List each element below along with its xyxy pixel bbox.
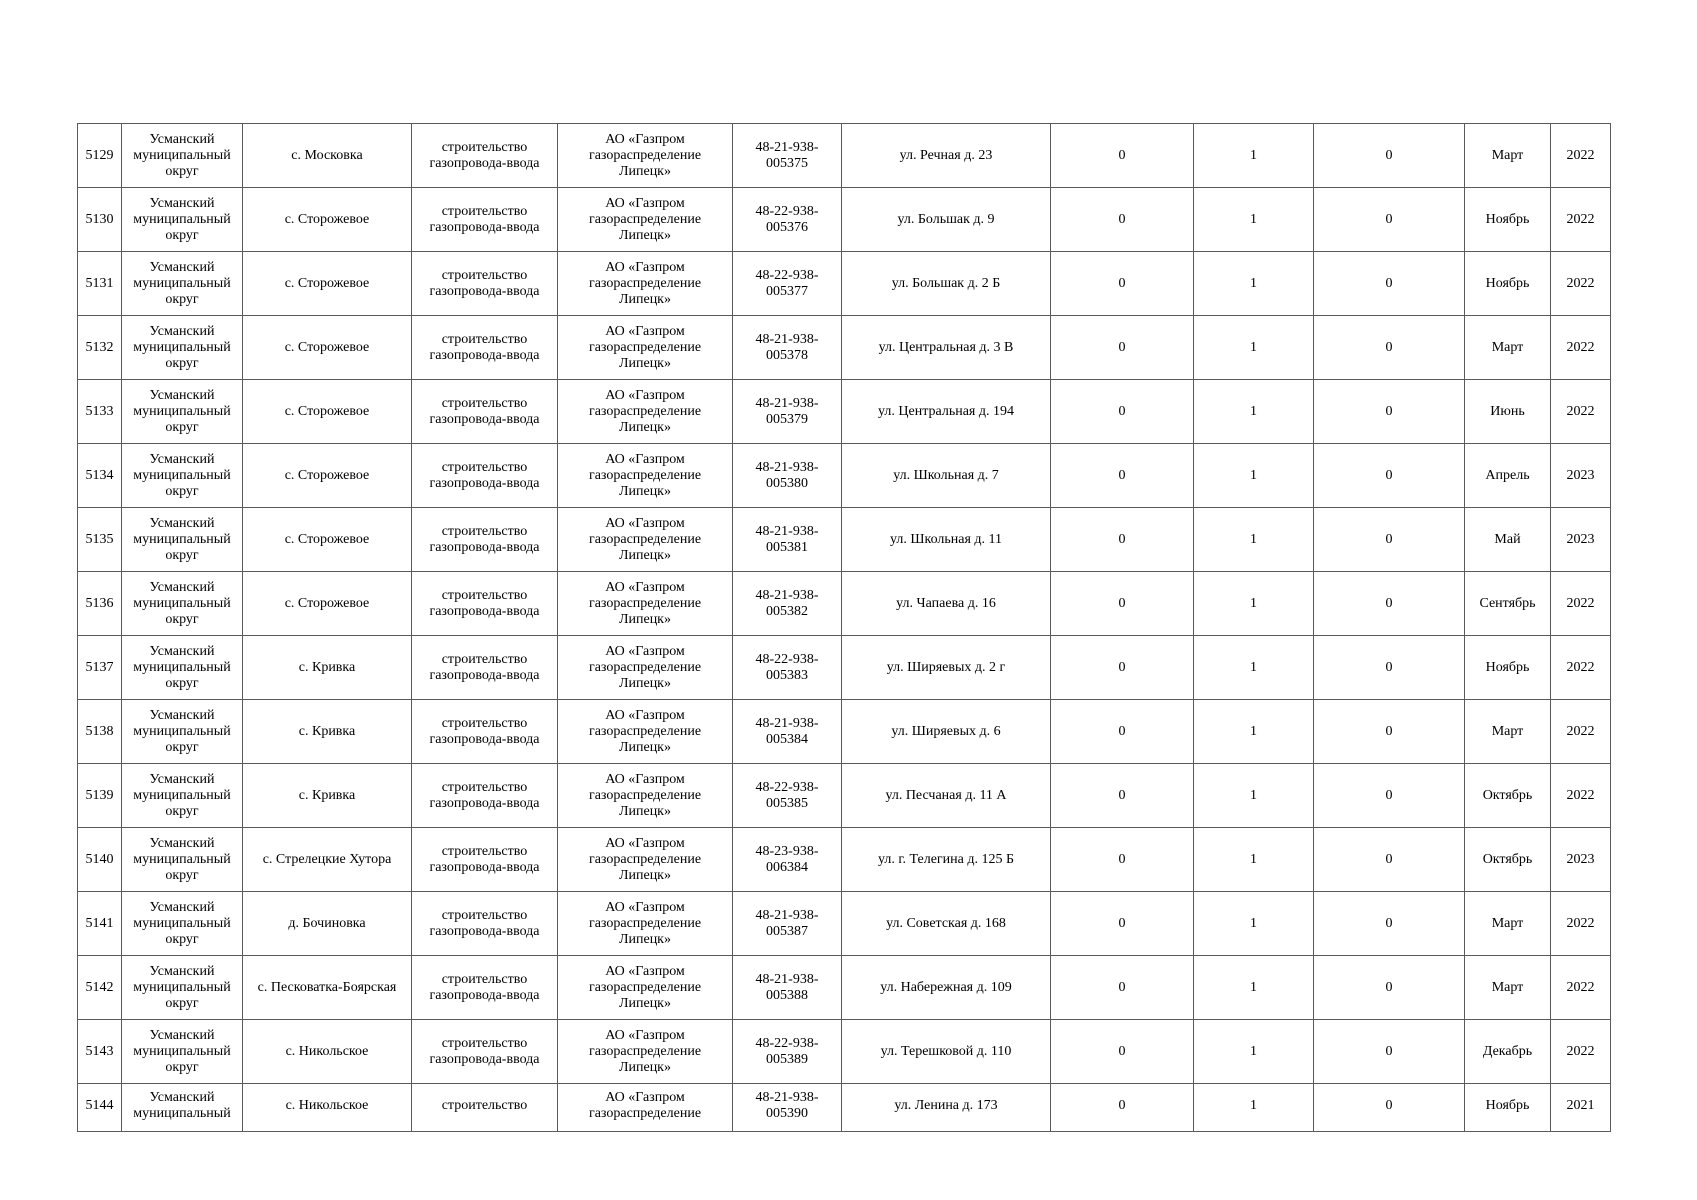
cell-object-code: 48-21-938- 005387	[733, 892, 842, 956]
cell-value-c: 0	[1314, 252, 1465, 316]
cell-settlement: с. Сторожевое	[243, 444, 412, 508]
cell-organization: АО «Газпром газораспределение Липецк»	[558, 956, 733, 1020]
cell-organization: АО «Газпром газораспределение Липецк»	[558, 764, 733, 828]
cell-value-b: 1	[1194, 636, 1314, 700]
cell-value-c: 0	[1314, 508, 1465, 572]
cell-year: 2022	[1551, 892, 1611, 956]
cell-value-a: 0	[1051, 764, 1194, 828]
cell-settlement: с. Сторожевое	[243, 188, 412, 252]
cell-value-b: 1	[1194, 700, 1314, 764]
cell-district: Усманский муниципальный округ	[122, 828, 243, 892]
cell-settlement: с. Никольское	[243, 1020, 412, 1084]
cell-year: 2022	[1551, 636, 1611, 700]
cell-organization: АО «Газпром газораспределение Липецк»	[558, 188, 733, 252]
cell-object-code: 48-21-938- 005380	[733, 444, 842, 508]
cell-number: 5132	[78, 316, 122, 380]
cell-value-b: 1	[1194, 124, 1314, 188]
cell-value-a: 0	[1051, 572, 1194, 636]
cell-address: ул. Школьная д. 11	[842, 508, 1051, 572]
cell-number: 5135	[78, 508, 122, 572]
cell-work-type: строительство газопровода-ввода	[412, 892, 558, 956]
cell-work-type: строительство газопровода-ввода	[412, 828, 558, 892]
cell-object-code: 48-23-938- 006384	[733, 828, 842, 892]
table-row	[78, 636, 1611, 700]
cell-value-a: 0	[1051, 188, 1194, 252]
table-body	[78, 124, 1611, 1132]
cell-value-b: 1	[1194, 508, 1314, 572]
table-row	[78, 444, 1611, 508]
cell-organization: АО «Газпром газораспределение Липецк»	[558, 828, 733, 892]
cell-address: ул. г. Телегина д. 125 Б	[842, 828, 1051, 892]
cell-object-code: 48-21-938- 005388	[733, 956, 842, 1020]
cell-number: 5141	[78, 892, 122, 956]
cell-month: Октябрь	[1465, 828, 1551, 892]
cell-work-type: строительство газопровода-ввода	[412, 1020, 558, 1084]
cell-month: Март	[1465, 700, 1551, 764]
cell-settlement: с. Кривка	[243, 636, 412, 700]
cell-year: 2022	[1551, 252, 1611, 316]
cell-month: Сентябрь	[1465, 572, 1551, 636]
cell-value-b: 1	[1194, 892, 1314, 956]
cell-value-b: 1	[1194, 444, 1314, 508]
cell-address: ул. Большак д. 2 Б	[842, 252, 1051, 316]
cell-address: ул. Советская д. 168	[842, 892, 1051, 956]
cell-year: 2022	[1551, 380, 1611, 444]
cell-object-code: 48-22-938- 005385	[733, 764, 842, 828]
cell-value-a: 0	[1051, 1084, 1194, 1132]
cell-number: 5142	[78, 956, 122, 1020]
cell-settlement: с. Кривка	[243, 700, 412, 764]
cell-settlement: с. Стрелецкие Хутора	[243, 828, 412, 892]
cell-address: ул. Терешковой д. 110	[842, 1020, 1051, 1084]
cell-month: Апрель	[1465, 444, 1551, 508]
cell-number: 5134	[78, 444, 122, 508]
cell-value-c: 0	[1314, 444, 1465, 508]
cell-address: ул. Ширяевых д. 6	[842, 700, 1051, 764]
cell-year: 2022	[1551, 700, 1611, 764]
cell-month: Ноябрь	[1465, 1084, 1551, 1132]
cell-month: Март	[1465, 892, 1551, 956]
cell-month: Март	[1465, 124, 1551, 188]
cell-value-b: 1	[1194, 188, 1314, 252]
cell-object-code: 48-21-938- 005379	[733, 380, 842, 444]
cell-district: Усманский муниципальный округ	[122, 316, 243, 380]
cell-work-type: строительство газопровода-ввода	[412, 124, 558, 188]
cell-organization: АО «Газпром газораспределение Липецк»	[558, 508, 733, 572]
cell-month: Ноябрь	[1465, 636, 1551, 700]
cell-organization: АО «Газпром газораспределение Липецк»	[558, 316, 733, 380]
cell-organization: АО «Газпром газораспределение Липецк»	[558, 380, 733, 444]
table-row	[78, 764, 1611, 828]
cell-value-b: 1	[1194, 956, 1314, 1020]
table-row	[78, 252, 1611, 316]
cell-district: Усманский муниципальный округ	[122, 380, 243, 444]
cell-value-b: 1	[1194, 252, 1314, 316]
cell-address: ул. Песчаная д. 11 А	[842, 764, 1051, 828]
cell-year: 2022	[1551, 188, 1611, 252]
cell-value-a: 0	[1051, 444, 1194, 508]
cell-number: 5136	[78, 572, 122, 636]
cell-work-type: строительство	[412, 1084, 558, 1132]
cell-number: 5140	[78, 828, 122, 892]
cell-settlement: д. Бочиновка	[243, 892, 412, 956]
cell-settlement: с. Песковатка-Боярская	[243, 956, 412, 1020]
cell-settlement: с. Сторожевое	[243, 508, 412, 572]
cell-value-c: 0	[1314, 572, 1465, 636]
cell-address: ул. Ширяевых д. 2 г	[842, 636, 1051, 700]
cell-number: 5138	[78, 700, 122, 764]
table-row	[78, 572, 1611, 636]
cell-value-c: 0	[1314, 892, 1465, 956]
cell-value-c: 0	[1314, 188, 1465, 252]
cell-address: ул. Центральная д. 194	[842, 380, 1051, 444]
cell-year: 2023	[1551, 508, 1611, 572]
cell-value-a: 0	[1051, 124, 1194, 188]
cell-object-code: 48-21-938- 005378	[733, 316, 842, 380]
cell-work-type: строительство газопровода-ввода	[412, 508, 558, 572]
table-row	[78, 1084, 1611, 1132]
cell-value-c: 0	[1314, 764, 1465, 828]
cell-value-c: 0	[1314, 956, 1465, 1020]
cell-year: 2022	[1551, 572, 1611, 636]
gasification-table	[77, 123, 1611, 1132]
cell-year: 2023	[1551, 444, 1611, 508]
cell-organization: АО «Газпром газораспределение Липецк»	[558, 892, 733, 956]
table-row	[78, 700, 1611, 764]
table-row	[78, 316, 1611, 380]
cell-district: Усманский муниципальный округ	[122, 892, 243, 956]
cell-value-a: 0	[1051, 380, 1194, 444]
cell-month: Ноябрь	[1465, 252, 1551, 316]
cell-address: ул. Большак д. 9	[842, 188, 1051, 252]
cell-value-b: 1	[1194, 1020, 1314, 1084]
cell-work-type: строительство газопровода-ввода	[412, 316, 558, 380]
cell-month: Октябрь	[1465, 764, 1551, 828]
cell-object-code: 48-22-938- 005389	[733, 1020, 842, 1084]
cell-year: 2022	[1551, 956, 1611, 1020]
cell-organization: АО «Газпром газораспределение Липецк»	[558, 252, 733, 316]
cell-value-a: 0	[1051, 252, 1194, 316]
cell-object-code: 48-21-938- 005381	[733, 508, 842, 572]
cell-month: Июнь	[1465, 380, 1551, 444]
cell-district: Усманский муниципальный	[122, 1084, 243, 1132]
cell-settlement: с. Никольское	[243, 1084, 412, 1132]
cell-number: 5139	[78, 764, 122, 828]
cell-value-c: 0	[1314, 700, 1465, 764]
cell-object-code: 48-21-938- 005384	[733, 700, 842, 764]
cell-year: 2022	[1551, 124, 1611, 188]
cell-address: ул. Школьная д. 7	[842, 444, 1051, 508]
cell-value-b: 1	[1194, 572, 1314, 636]
cell-month: Декабрь	[1465, 1020, 1551, 1084]
cell-work-type: строительство газопровода-ввода	[412, 572, 558, 636]
cell-object-code: 48-22-938- 005376	[733, 188, 842, 252]
table-row	[78, 508, 1611, 572]
table-row	[78, 956, 1611, 1020]
cell-organization: АО «Газпром газораспределение Липецк»	[558, 1020, 733, 1084]
cell-value-b: 1	[1194, 764, 1314, 828]
cell-value-a: 0	[1051, 700, 1194, 764]
cell-organization: АО «Газпром газораспределение Липецк»	[558, 572, 733, 636]
cell-month: Ноябрь	[1465, 188, 1551, 252]
table-row	[78, 380, 1611, 444]
cell-month: Март	[1465, 956, 1551, 1020]
cell-organization: АО «Газпром газораспределение Липецк»	[558, 124, 733, 188]
cell-number: 5137	[78, 636, 122, 700]
cell-value-c: 0	[1314, 636, 1465, 700]
cell-value-c: 0	[1314, 380, 1465, 444]
cell-object-code: 48-22-938- 005377	[733, 252, 842, 316]
cell-settlement: с. Кривка	[243, 764, 412, 828]
cell-district: Усманский муниципальный округ	[122, 124, 243, 188]
cell-year: 2021	[1551, 1084, 1611, 1132]
cell-district: Усманский муниципальный округ	[122, 508, 243, 572]
cell-value-a: 0	[1051, 956, 1194, 1020]
cell-value-b: 1	[1194, 1084, 1314, 1132]
cell-object-code: 48-21-938- 005375	[733, 124, 842, 188]
cell-district: Усманский муниципальный округ	[122, 764, 243, 828]
cell-district: Усманский муниципальный округ	[122, 636, 243, 700]
cell-number: 5133	[78, 380, 122, 444]
cell-value-b: 1	[1194, 828, 1314, 892]
cell-year: 2023	[1551, 828, 1611, 892]
cell-value-c: 0	[1314, 1084, 1465, 1132]
table-row	[78, 1020, 1611, 1084]
cell-number: 5143	[78, 1020, 122, 1084]
cell-work-type: строительство газопровода-ввода	[412, 956, 558, 1020]
cell-district: Усманский муниципальный округ	[122, 252, 243, 316]
cell-year: 2022	[1551, 1020, 1611, 1084]
cell-number: 5130	[78, 188, 122, 252]
cell-district: Усманский муниципальный округ	[122, 956, 243, 1020]
cell-value-b: 1	[1194, 316, 1314, 380]
cell-number: 5129	[78, 124, 122, 188]
cell-year: 2022	[1551, 316, 1611, 380]
cell-object-code: 48-22-938- 005383	[733, 636, 842, 700]
cell-settlement: с. Сторожевое	[243, 252, 412, 316]
cell-value-a: 0	[1051, 828, 1194, 892]
cell-address: ул. Набережная д. 109	[842, 956, 1051, 1020]
cell-number: 5144	[78, 1084, 122, 1132]
cell-district: Усманский муниципальный округ	[122, 572, 243, 636]
cell-settlement: с. Сторожевое	[243, 316, 412, 380]
cell-object-code: 48-21-938- 005390	[733, 1084, 842, 1132]
table-row	[78, 124, 1611, 188]
cell-organization: АО «Газпром газораспределение Липецк»	[558, 700, 733, 764]
table-row	[78, 188, 1611, 252]
cell-value-a: 0	[1051, 508, 1194, 572]
cell-work-type: строительство газопровода-ввода	[412, 252, 558, 316]
cell-object-code: 48-21-938- 005382	[733, 572, 842, 636]
cell-value-a: 0	[1051, 892, 1194, 956]
cell-year: 2022	[1551, 764, 1611, 828]
cell-work-type: строительство газопровода-ввода	[412, 700, 558, 764]
cell-address: ул. Речная д. 23	[842, 124, 1051, 188]
cell-organization: АО «Газпром газораспределение	[558, 1084, 733, 1132]
cell-work-type: строительство газопровода-ввода	[412, 636, 558, 700]
cell-address: ул. Ленина д. 173	[842, 1084, 1051, 1132]
cell-work-type: строительство газопровода-ввода	[412, 380, 558, 444]
cell-value-b: 1	[1194, 380, 1314, 444]
cell-district: Усманский муниципальный округ	[122, 188, 243, 252]
cell-settlement: с. Сторожевое	[243, 572, 412, 636]
cell-address: ул. Центральная д. 3 В	[842, 316, 1051, 380]
cell-work-type: строительство газопровода-ввода	[412, 764, 558, 828]
cell-value-c: 0	[1314, 316, 1465, 380]
cell-organization: АО «Газпром газораспределение Липецк»	[558, 444, 733, 508]
cell-value-c: 0	[1314, 124, 1465, 188]
cell-value-c: 0	[1314, 828, 1465, 892]
cell-value-c: 0	[1314, 1020, 1465, 1084]
cell-settlement: с. Сторожевое	[243, 380, 412, 444]
cell-district: Усманский муниципальный округ	[122, 700, 243, 764]
table-row	[78, 828, 1611, 892]
table-row	[78, 892, 1611, 956]
cell-number: 5131	[78, 252, 122, 316]
cell-work-type: строительство газопровода-ввода	[412, 188, 558, 252]
cell-district: Усманский муниципальный округ	[122, 1020, 243, 1084]
cell-value-a: 0	[1051, 1020, 1194, 1084]
cell-value-a: 0	[1051, 316, 1194, 380]
cell-organization: АО «Газпром газораспределение Липецк»	[558, 636, 733, 700]
cell-district: Усманский муниципальный округ	[122, 444, 243, 508]
cell-address: ул. Чапаева д. 16	[842, 572, 1051, 636]
cell-work-type: строительство газопровода-ввода	[412, 444, 558, 508]
cell-month: Март	[1465, 316, 1551, 380]
cell-value-a: 0	[1051, 636, 1194, 700]
cell-month: Май	[1465, 508, 1551, 572]
cell-settlement: с. Московка	[243, 124, 412, 188]
